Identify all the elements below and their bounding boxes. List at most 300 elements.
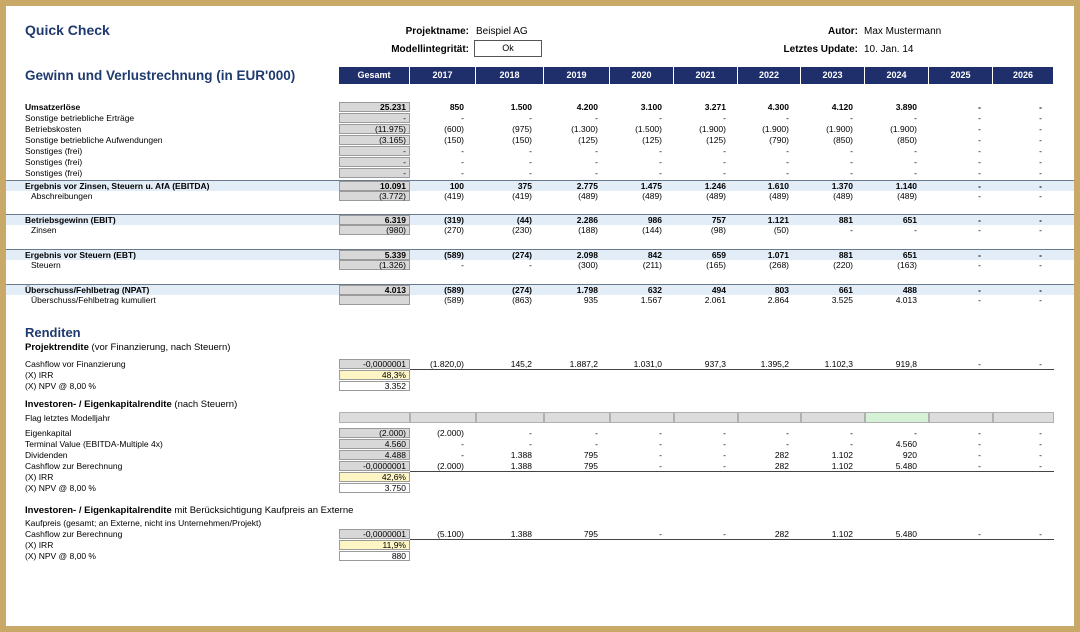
update-value[interactable]: 10. Jan. 14 bbox=[864, 44, 914, 55]
value-cell[interactable]: - bbox=[659, 146, 662, 156]
value-cell[interactable]: (600) bbox=[444, 124, 464, 134]
value-cell[interactable]: 1.246 bbox=[704, 181, 726, 191]
value-cell[interactable]: - bbox=[595, 428, 598, 438]
autor-value[interactable]: Max Mustermann bbox=[864, 26, 942, 37]
table-row bbox=[6, 225, 1074, 235]
value-cell[interactable]: (850) bbox=[897, 135, 917, 145]
value-cell[interactable]: (419) bbox=[444, 191, 464, 201]
row-label: Sonstiges (frei) bbox=[25, 168, 83, 178]
value-cell[interactable]: 3.525 bbox=[831, 295, 853, 305]
value-cell[interactable]: - bbox=[529, 146, 532, 156]
value-cell[interactable]: (150) bbox=[444, 135, 464, 145]
value-cell[interactable]: 2.864 bbox=[767, 295, 789, 305]
value-cell[interactable]: (419) bbox=[512, 191, 532, 201]
value-cell[interactable]: - bbox=[978, 225, 981, 235]
total-cell[interactable]: 48,3% bbox=[339, 370, 410, 380]
value-cell[interactable]: - bbox=[914, 146, 917, 156]
row-label: Sonstige betriebliche Erträge bbox=[25, 113, 135, 123]
value-cell[interactable]: - bbox=[978, 450, 981, 460]
value-cell[interactable]: - bbox=[978, 146, 981, 156]
value-cell[interactable]: - bbox=[1039, 461, 1042, 471]
value-cell[interactable]: 1.102 bbox=[831, 450, 853, 460]
investorrendite-title bbox=[25, 399, 237, 410]
value-cell[interactable]: - bbox=[786, 428, 789, 438]
spreadsheet-sheet bbox=[6, 6, 1074, 626]
value-cell[interactable]: - bbox=[723, 146, 726, 156]
flag-cell[interactable] bbox=[410, 412, 476, 423]
value-cell[interactable]: - bbox=[786, 113, 789, 123]
modell-label: Modellintegrität: bbox=[391, 44, 469, 55]
value-cell[interactable]: 795 bbox=[583, 461, 598, 471]
value-cell[interactable]: - bbox=[850, 428, 853, 438]
value-cell[interactable]: - bbox=[978, 181, 981, 191]
value-cell[interactable]: - bbox=[1039, 215, 1042, 225]
value-cell[interactable]: (589) bbox=[444, 295, 464, 305]
value-cell[interactable]: 920 bbox=[902, 450, 917, 460]
total-cell[interactable]: 4.488 bbox=[339, 450, 410, 460]
total-cell[interactable]: (11.975) bbox=[339, 124, 410, 134]
value-cell[interactable]: - bbox=[850, 113, 853, 123]
cashflow-row bbox=[6, 359, 1074, 369]
value-cell[interactable]: 1.500 bbox=[510, 102, 532, 112]
value-cell[interactable]: 488 bbox=[902, 285, 917, 295]
value-cell[interactable]: 986 bbox=[647, 215, 662, 225]
value-cell[interactable]: 795 bbox=[583, 529, 598, 539]
value-cell[interactable]: 632 bbox=[647, 285, 662, 295]
value-cell[interactable]: 145,2 bbox=[510, 359, 532, 369]
value-cell[interactable]: 5.480 bbox=[895, 529, 917, 539]
value-cell[interactable]: - bbox=[461, 439, 464, 449]
value-cell[interactable]: (230) bbox=[512, 225, 532, 235]
value-cell[interactable]: (1.300) bbox=[571, 124, 598, 134]
npv-row bbox=[6, 381, 1074, 391]
value-cell[interactable]: - bbox=[850, 439, 853, 449]
total-cell[interactable]: 5.339 bbox=[339, 250, 410, 260]
value-cell[interactable]: (1.900) bbox=[826, 124, 853, 134]
total-cell[interactable]: -0,0000001 bbox=[339, 359, 410, 369]
total-cell[interactable]: 42,6% bbox=[339, 472, 410, 482]
kaufpreis-note: Kaufpreis (gesamt; an Externe, nicht ins Unternehmen/Projekt) bbox=[25, 518, 262, 528]
row-label: Ergebnis vor Steuern (EBT) bbox=[25, 250, 136, 260]
value-cell[interactable]: (220) bbox=[833, 260, 853, 270]
value-cell[interactable]: (489) bbox=[578, 191, 598, 201]
value-cell[interactable]: - bbox=[529, 260, 532, 270]
value-cell[interactable]: 1.140 bbox=[895, 181, 917, 191]
value-cell[interactable]: - bbox=[461, 260, 464, 270]
value-cell[interactable]: - bbox=[1039, 113, 1042, 123]
value-cell[interactable]: - bbox=[1039, 250, 1042, 260]
total-cell[interactable]: 10.091 bbox=[339, 181, 410, 191]
value-cell[interactable]: - bbox=[595, 439, 598, 449]
projektrendite-title bbox=[25, 342, 230, 353]
value-cell[interactable]: 2.286 bbox=[576, 215, 598, 225]
row-label: Cashflow zur Berechnung bbox=[25, 461, 123, 471]
value-cell[interactable]: - bbox=[1039, 285, 1042, 295]
flag-cell[interactable] bbox=[674, 412, 738, 423]
value-cell[interactable]: 1.475 bbox=[640, 181, 662, 191]
value-cell[interactable]: - bbox=[1039, 157, 1042, 167]
value-cell[interactable]: - bbox=[978, 461, 981, 471]
value-cell[interactable]: - bbox=[461, 146, 464, 156]
npv-row bbox=[6, 483, 1074, 493]
value-cell[interactable]: - bbox=[978, 215, 981, 225]
value-cell[interactable]: (274) bbox=[512, 285, 532, 295]
value-cell[interactable]: 5.480 bbox=[895, 461, 917, 471]
value-cell[interactable]: (863) bbox=[512, 295, 532, 305]
row-label: (X) NPV @ 8,00 % bbox=[25, 381, 96, 391]
value-cell[interactable]: - bbox=[914, 428, 917, 438]
value-cell[interactable]: - bbox=[978, 250, 981, 260]
value-cell[interactable]: (50) bbox=[773, 225, 789, 235]
value-cell[interactable]: (589) bbox=[444, 285, 464, 295]
value-cell[interactable]: 2.098 bbox=[576, 250, 598, 260]
value-cell[interactable]: (850) bbox=[833, 135, 853, 145]
value-cell[interactable]: - bbox=[723, 529, 726, 539]
total-cell[interactable]: (1.326) bbox=[339, 260, 410, 270]
value-cell[interactable]: - bbox=[914, 157, 917, 167]
value-cell[interactable]: - bbox=[978, 157, 981, 167]
total-cell[interactable]: -0,0000001 bbox=[339, 529, 410, 539]
value-cell[interactable]: 375 bbox=[517, 181, 532, 191]
value-cell[interactable]: - bbox=[978, 191, 981, 201]
value-cell[interactable]: - bbox=[659, 157, 662, 167]
value-cell[interactable]: (165) bbox=[706, 260, 726, 270]
value-cell[interactable]: - bbox=[595, 168, 598, 178]
value-cell[interactable]: 803 bbox=[774, 285, 789, 295]
value-cell[interactable]: - bbox=[595, 146, 598, 156]
total-cell[interactable]: 6.319 bbox=[339, 215, 410, 225]
value-cell[interactable]: (163) bbox=[897, 260, 917, 270]
value-cell[interactable]: - bbox=[529, 439, 532, 449]
value-cell[interactable]: - bbox=[914, 113, 917, 123]
flag-cell[interactable] bbox=[865, 412, 929, 423]
value-cell[interactable]: - bbox=[1039, 181, 1042, 191]
flag-cell[interactable] bbox=[610, 412, 674, 423]
value-cell[interactable]: (125) bbox=[578, 135, 598, 145]
col-header-gesamt: Gesamt bbox=[339, 67, 410, 84]
total-cell[interactable] bbox=[339, 295, 410, 305]
value-cell[interactable]: (489) bbox=[769, 191, 789, 201]
value-cell[interactable]: 659 bbox=[711, 250, 726, 260]
value-cell[interactable]: - bbox=[1039, 102, 1042, 112]
value-cell[interactable]: - bbox=[978, 113, 981, 123]
value-cell[interactable]: 935 bbox=[583, 295, 598, 305]
value-cell[interactable]: 850 bbox=[449, 102, 464, 112]
value-cell[interactable]: - bbox=[850, 146, 853, 156]
value-cell[interactable]: - bbox=[978, 124, 981, 134]
value-cell[interactable]: - bbox=[1039, 529, 1042, 539]
row-label: Abschreibungen bbox=[31, 191, 93, 201]
value-cell[interactable]: - bbox=[723, 113, 726, 123]
value-cell[interactable]: (150) bbox=[512, 135, 532, 145]
col-header-year: 2020 bbox=[610, 67, 674, 84]
value-cell[interactable]: - bbox=[978, 285, 981, 295]
value-cell[interactable]: - bbox=[1039, 450, 1042, 460]
value-cell[interactable]: 651 bbox=[902, 215, 917, 225]
total-cell[interactable]: (2.000) bbox=[339, 428, 410, 438]
table-row bbox=[6, 428, 1074, 438]
total-cell[interactable]: 4.560 bbox=[339, 439, 410, 449]
flag-cell[interactable] bbox=[929, 412, 993, 423]
value-cell[interactable]: - bbox=[786, 157, 789, 167]
value-cell[interactable]: 282 bbox=[774, 461, 789, 471]
value-cell[interactable]: 1.388 bbox=[510, 529, 532, 539]
irr-row bbox=[6, 472, 1074, 482]
value-cell[interactable]: (300) bbox=[578, 260, 598, 270]
value-cell[interactable]: - bbox=[850, 225, 853, 235]
value-cell[interactable]: - bbox=[1039, 146, 1042, 156]
total-cell[interactable]: 3.352 bbox=[339, 381, 410, 391]
value-cell[interactable]: 937,3 bbox=[704, 359, 726, 369]
autor-label: Autor: bbox=[828, 26, 858, 37]
value-cell[interactable]: 100 bbox=[449, 181, 464, 191]
value-cell[interactable]: 1.370 bbox=[831, 181, 853, 191]
total-cell[interactable]: (3.772) bbox=[339, 191, 410, 201]
row-label: Cashflow vor Finanzierung bbox=[25, 359, 126, 369]
value-cell[interactable]: - bbox=[461, 168, 464, 178]
value-cell[interactable]: - bbox=[659, 450, 662, 460]
value-cell[interactable]: - bbox=[723, 450, 726, 460]
projektrendite-title-rest: (vor Finanzierung, nach Steuern) bbox=[88, 342, 231, 353]
row-label: Steuern bbox=[31, 260, 61, 270]
value-cell[interactable]: 1.798 bbox=[576, 285, 598, 295]
flag-cell[interactable] bbox=[738, 412, 801, 423]
value-cell[interactable]: - bbox=[1039, 225, 1042, 235]
col-header-year: 2018 bbox=[476, 67, 544, 84]
value-cell[interactable]: - bbox=[786, 439, 789, 449]
kaufpreis-title-bold: Investoren- / Eigenkapitalrendite bbox=[25, 505, 172, 516]
value-cell[interactable]: - bbox=[529, 157, 532, 167]
total-cell[interactable]: - bbox=[339, 113, 410, 123]
value-cell[interactable]: (274) bbox=[512, 250, 532, 260]
value-cell[interactable]: - bbox=[978, 359, 981, 369]
value-cell[interactable]: 4.120 bbox=[831, 102, 853, 112]
row-label: (X) IRR bbox=[25, 472, 54, 482]
total-cell[interactable]: 880 bbox=[339, 551, 410, 561]
value-cell[interactable]: 1.121 bbox=[767, 215, 789, 225]
total-cell[interactable]: 3.750 bbox=[339, 483, 410, 493]
page-title: Quick Check bbox=[25, 22, 110, 38]
table-row bbox=[6, 191, 1074, 201]
total-cell[interactable]: - bbox=[339, 157, 410, 167]
value-cell[interactable]: - bbox=[1039, 135, 1042, 145]
investorrendite-title-rest: (nach Steuern) bbox=[171, 399, 238, 410]
value-cell[interactable]: - bbox=[850, 168, 853, 178]
value-cell[interactable]: - bbox=[978, 428, 981, 438]
projektrendite-title-bold: Projektrendite bbox=[25, 342, 89, 353]
value-cell[interactable]: 1.102 bbox=[831, 529, 853, 539]
value-cell[interactable]: (144) bbox=[642, 225, 662, 235]
value-cell[interactable]: (125) bbox=[642, 135, 662, 145]
value-cell[interactable]: (268) bbox=[769, 260, 789, 270]
value-cell[interactable]: - bbox=[659, 461, 662, 471]
value-cell[interactable]: (589) bbox=[444, 250, 464, 260]
table-row bbox=[6, 295, 1074, 305]
row-label: Umsatzerlöse bbox=[25, 102, 81, 112]
row-label: Dividenden bbox=[25, 450, 68, 460]
value-cell[interactable]: - bbox=[978, 295, 981, 305]
total-cell[interactable]: - bbox=[339, 146, 410, 156]
row-label: Zinsen bbox=[31, 225, 57, 235]
value-cell[interactable]: - bbox=[529, 428, 532, 438]
value-cell[interactable]: - bbox=[723, 428, 726, 438]
value-cell[interactable]: 881 bbox=[838, 250, 853, 260]
value-cell[interactable]: - bbox=[1039, 168, 1042, 178]
value-cell[interactable]: - bbox=[786, 168, 789, 178]
col-header-year: 2017 bbox=[410, 67, 476, 84]
value-cell[interactable]: 2.775 bbox=[576, 181, 598, 191]
total-cell[interactable]: -0,0000001 bbox=[339, 461, 410, 471]
value-cell[interactable]: 3.100 bbox=[640, 102, 662, 112]
value-cell[interactable]: 757 bbox=[711, 215, 726, 225]
value-cell[interactable]: - bbox=[595, 157, 598, 167]
total-cell[interactable]: 11,9% bbox=[339, 540, 410, 550]
value-cell[interactable]: - bbox=[659, 428, 662, 438]
value-cell[interactable]: (1.900) bbox=[762, 124, 789, 134]
value-cell[interactable]: (270) bbox=[444, 225, 464, 235]
value-cell[interactable]: 282 bbox=[774, 450, 789, 460]
value-cell[interactable]: 661 bbox=[838, 285, 853, 295]
value-cell[interactable]: (44) bbox=[516, 215, 532, 225]
value-cell[interactable]: - bbox=[723, 168, 726, 178]
value-cell[interactable]: 494 bbox=[711, 285, 726, 295]
table-row bbox=[6, 260, 1074, 270]
value-cell[interactable]: 4.300 bbox=[767, 102, 789, 112]
value-cell[interactable]: 881 bbox=[838, 215, 853, 225]
value-cell[interactable]: - bbox=[978, 529, 981, 539]
value-cell[interactable]: (489) bbox=[642, 191, 662, 201]
total-cell[interactable]: (3.165) bbox=[339, 135, 410, 145]
kaufpreis-title bbox=[25, 505, 353, 516]
row-label: Überschuss/Fehlbetrag (NPAT) bbox=[25, 285, 150, 295]
value-cell[interactable]: - bbox=[529, 168, 532, 178]
value-cell[interactable]: - bbox=[723, 157, 726, 167]
table-row-total bbox=[6, 284, 1074, 295]
value-cell[interactable]: 1.567 bbox=[640, 295, 662, 305]
total-cell[interactable]: 25.231 bbox=[339, 102, 410, 112]
value-cell[interactable]: - bbox=[461, 113, 464, 123]
row-label: (X) IRR bbox=[25, 540, 54, 550]
value-cell[interactable]: (489) bbox=[706, 191, 726, 201]
value-cell[interactable]: - bbox=[786, 146, 789, 156]
row-label: Eigenkapital bbox=[25, 428, 72, 438]
flag-cell[interactable] bbox=[801, 412, 865, 423]
value-cell[interactable]: 1.031,0 bbox=[633, 359, 662, 369]
total-cell[interactable]: (980) bbox=[339, 225, 410, 235]
value-cell[interactable]: (489) bbox=[833, 191, 853, 201]
flag-cell[interactable] bbox=[339, 412, 410, 423]
value-cell[interactable]: - bbox=[978, 168, 981, 178]
value-cell[interactable]: - bbox=[914, 225, 917, 235]
total-cell[interactable]: - bbox=[339, 168, 410, 178]
value-cell[interactable]: 1.887,2 bbox=[569, 359, 598, 369]
value-cell[interactable]: (98) bbox=[710, 225, 726, 235]
value-cell[interactable]: (5.100) bbox=[437, 529, 464, 539]
value-cell[interactable]: - bbox=[595, 113, 598, 123]
value-cell[interactable]: - bbox=[659, 529, 662, 539]
value-cell[interactable]: - bbox=[978, 439, 981, 449]
value-cell[interactable]: 919,8 bbox=[895, 359, 917, 369]
value-cell[interactable]: - bbox=[914, 168, 917, 178]
value-cell[interactable]: 651 bbox=[902, 250, 917, 260]
value-cell[interactable]: - bbox=[529, 113, 532, 123]
value-cell[interactable]: 4.013 bbox=[895, 295, 917, 305]
value-cell[interactable]: 795 bbox=[583, 450, 598, 460]
value-cell[interactable]: - bbox=[461, 157, 464, 167]
value-cell[interactable]: (188) bbox=[578, 225, 598, 235]
value-cell[interactable]: 1.102,3 bbox=[824, 359, 853, 369]
value-cell[interactable]: (790) bbox=[769, 135, 789, 145]
value-cell[interactable]: - bbox=[461, 450, 464, 460]
value-cell[interactable]: (2.000) bbox=[437, 428, 464, 438]
value-cell[interactable]: - bbox=[1039, 295, 1042, 305]
value-cell[interactable]: (1.820,0) bbox=[429, 359, 464, 369]
value-cell[interactable]: (211) bbox=[642, 260, 662, 270]
value-cell[interactable]: - bbox=[978, 102, 981, 112]
col-header-year: 2025 bbox=[929, 67, 993, 84]
table-row-total bbox=[6, 102, 1074, 112]
total-cell[interactable]: 4.013 bbox=[339, 285, 410, 295]
value-cell[interactable]: 1.071 bbox=[767, 250, 789, 260]
value-cell[interactable]: - bbox=[1039, 260, 1042, 270]
value-cell[interactable]: - bbox=[659, 113, 662, 123]
flag-cell[interactable] bbox=[544, 412, 610, 423]
renditen-title: Renditen bbox=[25, 325, 81, 340]
value-cell[interactable]: - bbox=[659, 168, 662, 178]
value-cell[interactable]: (975) bbox=[512, 124, 532, 134]
value-cell[interactable]: 1.388 bbox=[510, 461, 532, 471]
value-cell[interactable]: 1.388 bbox=[510, 450, 532, 460]
value-cell[interactable]: 4.200 bbox=[576, 102, 598, 112]
value-cell[interactable]: 1.102 bbox=[831, 461, 853, 471]
value-cell[interactable]: (2.000) bbox=[437, 461, 464, 471]
value-cell[interactable]: (1.900) bbox=[890, 124, 917, 134]
row-label: Betriebskosten bbox=[25, 124, 82, 134]
value-cell[interactable]: (125) bbox=[706, 135, 726, 145]
value-cell[interactable]: - bbox=[1039, 124, 1042, 134]
col-header-year: 2022 bbox=[738, 67, 801, 84]
value-cell[interactable]: - bbox=[1039, 439, 1042, 449]
value-cell[interactable]: (1.500) bbox=[635, 124, 662, 134]
flag-cell[interactable] bbox=[993, 412, 1054, 423]
value-cell[interactable]: (1.900) bbox=[699, 124, 726, 134]
table-row bbox=[6, 461, 1074, 471]
value-cell[interactable]: - bbox=[1039, 359, 1042, 369]
investorrendite-title-bold: Investoren- / Eigenkapitalrendite bbox=[25, 399, 172, 410]
value-cell[interactable]: - bbox=[1039, 191, 1042, 201]
value-cell[interactable]: 842 bbox=[647, 250, 662, 260]
value-cell[interactable]: 1.610 bbox=[767, 181, 789, 191]
value-cell[interactable]: - bbox=[659, 439, 662, 449]
value-cell[interactable]: 3.890 bbox=[895, 102, 917, 112]
value-cell[interactable]: (489) bbox=[897, 191, 917, 201]
value-cell[interactable]: 1.395,2 bbox=[760, 359, 789, 369]
value-cell[interactable]: - bbox=[850, 157, 853, 167]
value-cell[interactable]: - bbox=[978, 135, 981, 145]
value-cell[interactable]: - bbox=[723, 461, 726, 471]
projekt-value[interactable]: Beispiel AG bbox=[476, 26, 528, 37]
value-cell[interactable]: - bbox=[1039, 428, 1042, 438]
value-cell[interactable]: 2.061 bbox=[704, 295, 726, 305]
value-cell[interactable]: - bbox=[978, 260, 981, 270]
flag-cell[interactable] bbox=[476, 412, 544, 423]
value-cell[interactable]: - bbox=[723, 439, 726, 449]
flag-label: Flag letztes Modelljahr bbox=[25, 413, 111, 423]
value-cell[interactable]: (319) bbox=[444, 215, 464, 225]
value-cell[interactable]: 282 bbox=[774, 529, 789, 539]
value-cell[interactable]: 4.560 bbox=[895, 439, 917, 449]
value-cell[interactable]: 3.271 bbox=[704, 102, 726, 112]
